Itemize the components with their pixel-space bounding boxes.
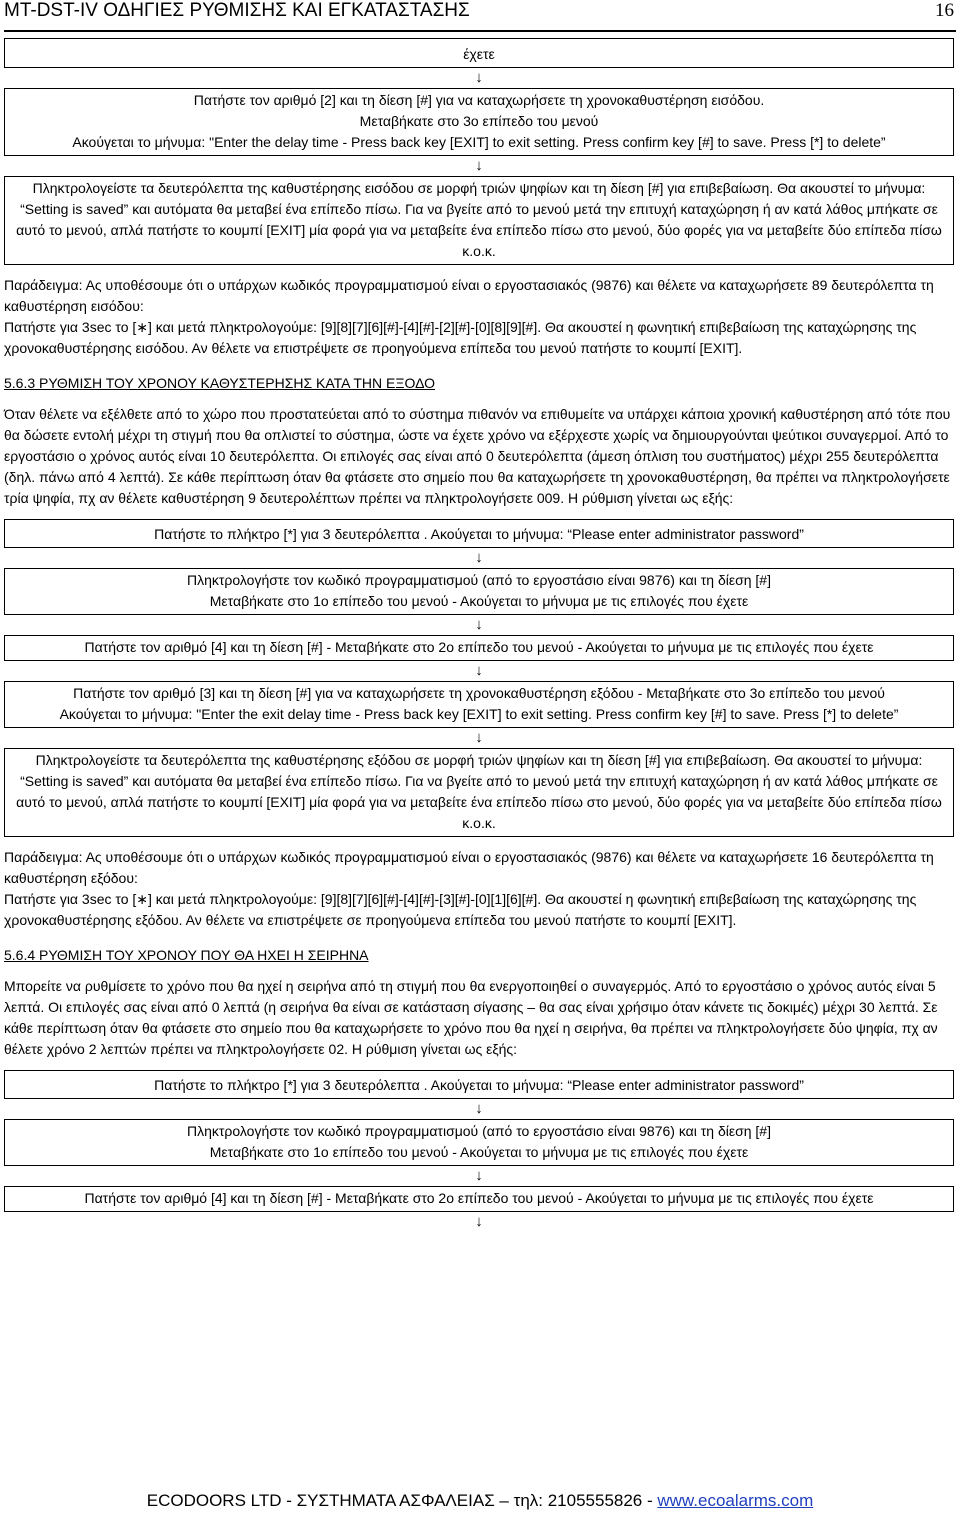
down-arrow-icon: ↓ (475, 549, 483, 566)
step-box (4, 88, 954, 156)
step-text: Πατήστε τον αριθμό [3] και τη δίεση [#] για να καταχωρήσετε τη χρονοκαθυστέρηση εξόδου - Μεταβήκατε στο 3ο επίπεδο του μενού (73, 685, 885, 701)
step-box (4, 38, 954, 68)
section-heading: 5.6.3 ΡΥΘΜΙΣΗ ΤΟΥ ΧΡΟΝΟΥ ΚΑΘΥΣΤΕΡΗΣΗΣ ΚΑΤΑ ΤΗΝ ΕΞΟΔΟ (4, 375, 436, 391)
down-arrow-icon: ↓ (475, 157, 483, 174)
page-footer (0, 1490, 960, 1512)
down-arrow-icon: ↓ (475, 69, 483, 86)
example-paragraph: Παράδειγμα: Ας υποθέσουμε ότι ο υπάρχων κωδικός προγραμματισμού είναι ο εργοστασιακός (9876) και θέλετε να καταχωρήσετε 89 δευτερόλεπτα τη καθυστέρηση εισόδου: (4, 277, 934, 314)
down-arrow-icon: ↓ (475, 1167, 483, 1184)
page-header (0, 0, 960, 36)
footer-text: ECODOORS LTD - ΣΥΣΤΗΜΑΤΑ ΑΣΦΑΛΕΙΑΣ – τηλ: 2105555826 - (146, 1491, 658, 1510)
down-arrow-icon: ↓ (475, 616, 483, 633)
step-text: Πατήστε τον αριθμό [4] και τη δίεση [#] - Μεταβήκατε στο 2ο επίπεδο του μενού - Ακούγεται το μήνυμα με τις επιλογές που έχετε (84, 639, 874, 655)
page-content (4, 36, 954, 1232)
step-text: Μεταβήκατε στο 1ο επίπεδο του μενού - Ακούγεται το μήνυμα με τις επιλογές που έχετε (209, 593, 749, 609)
step-box (4, 176, 954, 265)
header-rule (4, 30, 956, 32)
step-box (4, 635, 954, 661)
step-text: Πληκτρολογείστε τα δευτερόλεπτα της καθυστέρησης εξόδου σε μορφή τριών ψηφίων και τη δίεση [#] για επιβεβαίωση. Θα ακουστεί το μήνυμα: “Setting is saved” και αυτόματα θα μεταβεί ένα επίπεδο πίσω. Για να βγείτε από το μενού μετά την επιτυχή καταχώρηση ή αν κατά λάθος μπήκατε σε αυτό το μενού, απλά πατήστε το κουμπί [EXIT] μία φορά για να μεταβείτε ένα επίπεδο πίσω στο μενού, δύο φορές για να μεταβείτε δύο επίπεδα πίσω κ.ο.κ. (16, 752, 942, 831)
step-text: Πατήστε τον αριθμό [2] και τη δίεση [#] για να καταχωρήσετε τη χρονοκαθυστέρηση εισόδου. (193, 92, 765, 108)
step-text: Πατήστε το πλήκτρο [*] για 3 δευτερόλεπτα . Ακούγεται το μήνυμα: “Please enter administrator password” (154, 1077, 804, 1093)
down-arrow-icon: ↓ (475, 1213, 483, 1230)
step-text: Ακούγεται το μήνυμα: "Enter the exit delay time - Press back key [EXIT] to exit setting. Press confirm key [#] to save. Press [*] to delete” (59, 706, 899, 722)
section-intro: Όταν θέλετε να εξέλθετε από το χώρο που προστατεύεται από το σύστημα πιθανόν να επιθυμείτε να υπάρχει κάποια χρονική καθυστέρηση από τότε που θα δώσετε εντολή μέχρι τη στιγμή που θα οπλιστεί το σύστημα, ώστε να έχετε χρόνο να εξέρχεστε χωρίς να δημιουργούνται ψεύτικοι συναγερμοί. Από το εργοστάσιο ο χρόνος αυτός είναι 10 δευτερόλεπτα. Οι επιλογές σας είναι από 0 δευτερόλεπτα (άμεση όπλιση του συστήματος) μέχρι 255 δευτερόλεπτα (δηλ. πάνω από 4 λεπτά). Σε κάθε περίπτωση όταν θα φτάσετε στο σημείο που θα καταχωρήσετε τη χρονοκαθυστέρηση, θα πρέπει να πληκτρολογήσετε τρία ψηφία, πχ αν θέλετε καθυστέρηση 9 δευτερολέπτων πρέπει να πληκτρολογήσετε 009. Η ρύθμιση γίνεται ως εξής: (4, 406, 951, 506)
step-box (4, 748, 954, 837)
step-box (4, 1186, 954, 1212)
section-heading: 5.6.4 ΡΥΘΜΙΣΗ ΤΟΥ ΧΡΟΝΟΥ ΠΟΥ ΘΑ ΗΧΕΙ Η ΣΕΙΡΗΝΑ (4, 947, 369, 963)
example-paragraph: Παράδειγμα: Ας υποθέσουμε ότι ο υπάρχων κωδικός προγραμματισμού είναι ο εργοστασιακός (9876) και θέλετε να καταχωρήσετε 16 δευτερόλεπτα τη καθυστέρηση εξόδου: (4, 849, 934, 886)
step-text: Πατήστε το πλήκτρο [*] για 3 δευτερόλεπτα . Ακούγεται το μήνυμα: “Please enter administrator password” (154, 526, 804, 542)
step-text: Πληκτρολογήστε τον κωδικό προγραμματισμού (από το εργοστάσιο είναι 9876) και τη δίεση [#] (186, 572, 771, 588)
page-number: 16 (935, 0, 954, 21)
step-text: Πατήστε τον αριθμό [4] και τη δίεση [#] - Μεταβήκατε στο 2ο επίπεδο του μενού - Ακούγεται το μήνυμα με τις επιλογές που έχετε (84, 1190, 874, 1206)
step-box (4, 1119, 954, 1166)
step-text: Μεταβήκατε στο 1ο επίπεδο του μενού - Ακούγεται το μήνυμα με τις επιλογές που έχετε (209, 1144, 749, 1160)
step-box (4, 681, 954, 728)
step-text: Πληκτρολογείστε τα δευτερόλεπτα της καθυστέρησης εισόδου σε μορφή τριών ψηφίων και τη δίεση [#] για επιβεβαίωση. Θα ακουστεί το μήνυμα: “Setting is saved” και αυτόματα θα μεταβεί ένα επίπεδο πίσω. Για να βγείτε από το μενού μετά την επιτυχή καταχώρηση ή αν κατά λάθος μπήκατε σε αυτό το μενού, απλά πατήστε το κουμπί [EXIT] μία φορά για να μεταβείτε ένα επίπεδο πίσω στο μενού, δύο φορές για να μεταβείτε δύο επίπεδα πίσω κ.ο.κ. (16, 180, 942, 259)
step-box (4, 1070, 954, 1099)
example-paragraph: Πατήστε για 3sec το [∗] και μετά πληκτρολογούμε: [9][8][7][6][#]-[4][#]-[2][#]-[0][8][9][#]. Θα ακουστεί η φωνητική επιβεβαίωση της καταχώρησης της χρονοκαθυστέρησης εισόδου. Αν θέλετε να επιστρέψετε σε προηγούμενα επίπεδα του μενού πατήστε το κουμπί [EXIT]. (4, 319, 917, 356)
down-arrow-icon: ↓ (475, 729, 483, 746)
footer-website-link[interactable]: www.ecoalarms.com (657, 1491, 814, 1510)
document-title: MT-DST-IV ΟΔΗΓΙΕΣ ΡΥΘΜΙΣΗΣ ΚΑΙ ΕΓΚΑΤΑΣΤΑΣΗΣ (4, 0, 470, 21)
down-arrow-icon: ↓ (475, 662, 483, 679)
step-box (4, 568, 954, 615)
step-text: Πληκτρολογήστε τον κωδικό προγραμματισμού (από το εργοστάσιο είναι 9876) και τη δίεση [#] (186, 1123, 771, 1139)
step-box (4, 519, 954, 548)
example-paragraph: Πατήστε για 3sec το [∗] και μετά πληκτρολογούμε: [9][8][7][6][#]-[4][#]-[3][#]-[0][1][6][#]. Θα ακουστεί η φωνητική επιβεβαίωση της καταχώρησης της χρονοκαθυστέρησης εξόδου. Αν θέλετε να επιστρέψετε σε προηγούμενα επίπεδα του μενού πατήστε το κουμπί [EXIT]. (4, 891, 917, 928)
down-arrow-icon: ↓ (475, 1100, 483, 1117)
step-text: Μεταβήκατε στο 3ο επίπεδο του μενού (359, 113, 599, 129)
step-text: Ακούγεται το μήνυμα: "Enter the delay time - Press back key [EXIT] to exit setting. Press confirm key [#] to save. Press [*] to delete” (72, 134, 886, 150)
step-text: έχετε (463, 46, 495, 62)
section-intro: Μπορείτε να ρυθμίσετε το χρόνο που θα ηχεί η σειρήνα από τη στιγμή που θα ενεργοποιηθεί ο συναγερμός. Από το εργοστάσιο ο χρόνος αυτός είναι 5 λεπτά. Οι επιλογές σας είναι από 0 λεπτά (η σειρήνα θα είναι σε κατάσταση σίγασης – θα σας είναι χρήσιμο όταν κάνετε τις δοκιμές) μέχρι 30 λεπτά. Σε κάθε περίπτωση όταν θα φτάσετε στο σημείο που θα καταχωρήσετε το χρόνο που θα ηχεί η σειρήνα, θα πρέπει να πληκτρολογήσετε δύο ψηφία, πχ αν θέλετε χρόνο 2 λεπτών πρέπει να πληκτρολογήσετε 02. Η ρύθμιση γίνεται ως εξής: (4, 978, 938, 1057)
